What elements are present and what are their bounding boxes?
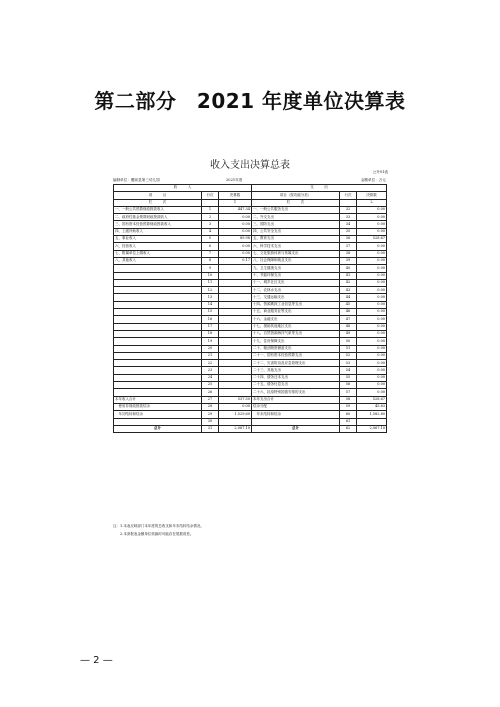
expense-amount-cell: 0.00 [357, 323, 387, 330]
expense-amount-cell: 0.00 [357, 206, 387, 213]
expense-amount-cell [357, 418, 387, 425]
row-number-cell: 38 [340, 250, 357, 257]
expense-amount-cell: 0.00 [357, 301, 387, 308]
table-row [114, 411, 387, 418]
income-amount-cell: 0.00 [219, 250, 252, 257]
table-row [114, 272, 387, 279]
table-meta [113, 178, 386, 183]
row-number-cell: 47 [340, 316, 357, 323]
table-row [114, 257, 387, 264]
expense-item-cell: 十一、城乡社区支出 [252, 279, 340, 286]
row-number-cell: 5 [202, 236, 219, 243]
income-amount-cell [219, 374, 252, 381]
income-amount-cell [219, 367, 252, 374]
blank-cell [202, 199, 219, 206]
income-item-cell [114, 330, 202, 337]
income-amount-cell [219, 338, 252, 345]
row-number-cell: 49 [340, 330, 357, 337]
income-amount-cell [219, 272, 252, 279]
page-title: 第二部分 2021 年度单位决算表 [94, 89, 406, 113]
expense-item-cell: 十六、金融支出 [252, 316, 340, 323]
table-row [114, 250, 387, 257]
form-number: 公开01表 [372, 170, 388, 174]
income-amount-cell: 0.00 [219, 228, 252, 235]
expense-item-cell: 十九、住房保障支出 [252, 338, 340, 345]
table-row [114, 352, 387, 359]
income-item-cell: 使用非财政拨款结余 [114, 403, 202, 410]
row-number-cell: 18 [202, 330, 219, 337]
expense-item-cell: 二、外交支出 [252, 214, 340, 221]
income-amount-cell [219, 382, 252, 389]
expense-amount-cell: 0.00 [357, 228, 387, 235]
expense-item-cell: 九、卫生健康支出 [252, 265, 340, 272]
page-number: — 2 — [80, 655, 113, 666]
income-amount-cell: 0.00 [219, 221, 252, 228]
row-number-cell: 61 [340, 418, 357, 425]
income-amount-cell [219, 316, 252, 323]
row-number-cell: 17 [202, 323, 219, 330]
income-amount-cell: 2,067.10 [219, 425, 252, 432]
expense-amount-cell: 1,582.80 [357, 411, 387, 418]
expense-amount-cell: 0.00 [357, 389, 387, 396]
row-number-cell: 48 [340, 323, 357, 330]
expense-amount-cell: 0.00 [357, 250, 387, 257]
row-number-cell: 13 [202, 294, 219, 301]
row-number-cell: 22 [202, 360, 219, 367]
row-number-cell: 8 [202, 257, 219, 264]
income-amount-cell [219, 287, 252, 294]
expense-item-cell: 一、一般公共服务支出 [252, 206, 340, 213]
row-number-cell: 16 [202, 316, 219, 323]
expense-item-cell: 十四、资源勘探工业信息等支出 [252, 301, 340, 308]
income-item-cell [114, 352, 202, 359]
note-line: 2.本套报表金额单位转换时可能存在尾数误差。 [113, 532, 194, 536]
income-amount-cell [219, 323, 252, 330]
expense-header: 支 出 [252, 185, 387, 192]
table-row [114, 403, 387, 410]
expense-item-cell: 四、公共安全支出 [252, 228, 340, 235]
table-notes [113, 522, 204, 538]
income-expense-table [113, 184, 387, 433]
table-header-row [114, 199, 387, 206]
expense-item-cell: 二十五、债务付息支出 [252, 382, 340, 389]
income-amount-cell [219, 345, 252, 352]
row-number-cell: 50 [340, 338, 357, 345]
expense-amount-cell: 0.00 [357, 279, 387, 286]
income-item-cell: 年初结转和结余 [114, 411, 202, 418]
income-item-cell [114, 316, 202, 323]
expense-amount-cell: 0.00 [357, 309, 387, 316]
income-item-cell: 总计 [114, 425, 202, 432]
row-number-cell: 12 [202, 287, 219, 294]
row-number-cell: 42 [340, 279, 357, 286]
expense-item-cell: 年末结转和结余 [252, 411, 340, 418]
table-row [114, 301, 387, 308]
expense-item-cell: 七、文化旅游体育与传媒支出 [252, 250, 340, 257]
expense-amount-cell: 45.63 [357, 403, 387, 410]
expense-item-cell: 总计 [252, 425, 340, 432]
expense-item-cell: 二十四、债务还本支出 [252, 374, 340, 381]
row-number-cell: 56 [340, 382, 357, 389]
table-row [114, 221, 387, 228]
table-row [114, 389, 387, 396]
expense-amount-cell: 0.00 [357, 257, 387, 264]
amount-header: 决算数 [357, 192, 387, 199]
income-item-cell: 五、事业收入 [114, 236, 202, 243]
row-number-cell: 3 [202, 221, 219, 228]
table-row [114, 287, 387, 294]
income-item-cell: 一、一般公共预算财政拨款收入 [114, 206, 202, 213]
table-row [114, 236, 387, 243]
table-row [114, 294, 387, 301]
income-amount-cell: 0.00 [219, 243, 252, 250]
expense-item-cell [252, 418, 340, 425]
table-row [114, 338, 387, 345]
row-number-cell: 6 [202, 243, 219, 250]
row-number-cell: 60 [340, 411, 357, 418]
row-number-cell: 9 [202, 265, 219, 272]
row-number-cell: 4 [202, 228, 219, 235]
income-item-cell [114, 367, 202, 374]
table-header-row [114, 185, 387, 192]
expense-item-cell: 十五、商业服务业等支出 [252, 309, 340, 316]
expense-amount-cell: 0.00 [357, 330, 387, 337]
expense-item-cell: 十、节能环保支出 [252, 272, 340, 279]
row-number-cell: 11 [202, 279, 219, 286]
income-item-cell: 三、国有资本经营预算财政拨款收入 [114, 221, 202, 228]
row-number-cell: 59 [340, 403, 357, 410]
expense-item-cell: 二十、粮油物资储备支出 [252, 345, 340, 352]
row-number-cell: 52 [340, 352, 357, 359]
table-row [114, 323, 387, 330]
row-number-cell: 62 [340, 425, 357, 432]
expense-item-cell: 二十六、抗疫特别国债安排的支出 [252, 389, 340, 396]
table-row [114, 265, 387, 272]
row-number-cell: 24 [202, 374, 219, 381]
item-header: 项 目 [114, 192, 202, 199]
income-item-cell [114, 418, 202, 425]
income-item-cell [114, 309, 202, 316]
table-row [114, 243, 387, 250]
expense-amount-cell: 0.00 [357, 287, 387, 294]
table-row [114, 345, 387, 352]
income-item-cell [114, 338, 202, 345]
expense-item-cell: 二十三、其他支出 [252, 367, 340, 374]
compiling-unit: 编制单位：醴泉县第三幼儿园 [113, 178, 160, 182]
row-number-cell: 40 [340, 265, 357, 272]
income-item-cell [114, 374, 202, 381]
income-item-cell [114, 323, 202, 330]
table-row [114, 374, 387, 381]
row-number-cell: 20 [202, 345, 219, 352]
income-item-cell: 六、经营收入 [114, 243, 202, 250]
row-number-cell: 14 [202, 301, 219, 308]
row-number-cell: 43 [340, 287, 357, 294]
expense-amount-cell: 0.00 [357, 214, 387, 221]
income-item-cell: 七、附属单位上缴收入 [114, 250, 202, 257]
income-item-cell [114, 360, 202, 367]
table-row [114, 330, 387, 337]
income-amount-cell: 0.17 [219, 257, 252, 264]
row-number-cell: 55 [340, 374, 357, 381]
income-amount-cell: 537.50 [219, 396, 252, 403]
row-number-cell: 54 [340, 367, 357, 374]
expense-amount-cell: 2,067.10 [357, 425, 387, 432]
row-number-cell: 58 [340, 396, 357, 403]
table-row [114, 228, 387, 235]
expense-item-cell: 六、科学技术支出 [252, 243, 340, 250]
income-amount-cell [219, 294, 252, 301]
income-amount-cell: 1,529.60 [219, 411, 252, 418]
income-amount-cell: 0.00 [219, 403, 252, 410]
expense-amount-cell: 0.00 [357, 345, 387, 352]
row-number-cell: 45 [340, 301, 357, 308]
expense-amount-cell: 0.00 [357, 367, 387, 374]
income-item-cell [114, 389, 202, 396]
row-number-cell: 19 [202, 338, 219, 345]
row-number-cell: 33 [340, 214, 357, 221]
row-number-cell: 31 [202, 425, 219, 432]
blank-cell [340, 199, 357, 206]
expense-item-cell: 十三、交通运输支出 [252, 294, 340, 301]
amount-header: 决算数 [219, 192, 252, 199]
row-number-cell: 7 [202, 250, 219, 257]
expense-amount-cell: 0.00 [357, 338, 387, 345]
expense-item-cell: 十七、援助其他地区支出 [252, 323, 340, 330]
income-item-cell [114, 272, 202, 279]
row-number-cell: 29 [202, 411, 219, 418]
table-row [114, 382, 387, 389]
expense-amount-cell: 0.00 [357, 316, 387, 323]
row-number-cell: 27 [202, 396, 219, 403]
column-number: 2 [357, 199, 387, 206]
expense-item-cell: 二十二、灾害防治及应急管理支出 [252, 360, 340, 367]
income-item-cell [114, 287, 202, 294]
row-number-cell: 32 [340, 206, 357, 213]
row-number-cell: 34 [340, 221, 357, 228]
item-func-header: 项目（按功能分类） [252, 192, 340, 199]
table-row [114, 425, 387, 432]
expense-item-cell: 十二、农林水支出 [252, 287, 340, 294]
column-label: 栏 次 [114, 199, 202, 206]
row-number-cell: 23 [202, 367, 219, 374]
table-row [114, 206, 387, 213]
income-item-cell [114, 265, 202, 272]
income-amount-cell [219, 265, 252, 272]
income-item-cell: 二、政府性基金预算财政拨款收入 [114, 214, 202, 221]
row-number-cell: 44 [340, 294, 357, 301]
fiscal-year: 2021年度 [226, 178, 243, 182]
income-item-cell [114, 301, 202, 308]
income-item-cell [114, 279, 202, 286]
row-number-cell: 21 [202, 352, 219, 359]
row-number-cell: 46 [340, 309, 357, 316]
income-item-cell [114, 294, 202, 301]
expense-item-cell: 本年支出合计 [252, 396, 340, 403]
expense-item-cell: 十八、自然资源海洋气象等支出 [252, 330, 340, 337]
table-row [114, 316, 387, 323]
currency-unit: 金额单位：万元 [360, 178, 386, 182]
row-number-cell: 51 [340, 345, 357, 352]
income-amount-cell [219, 279, 252, 286]
income-amount-cell: 0.00 [219, 214, 252, 221]
table-row [114, 396, 387, 403]
income-item-cell [114, 382, 202, 389]
row-number-cell: 2 [202, 214, 219, 221]
income-item-cell: 八、其他收入 [114, 257, 202, 264]
column-label: 栏 次 [252, 199, 340, 206]
income-item-cell [114, 345, 202, 352]
expense-amount-cell: 528.67 [357, 236, 387, 243]
income-amount-cell [219, 309, 252, 316]
row-number-cell: 10 [202, 272, 219, 279]
row-number-cell: 35 [340, 228, 357, 235]
expense-amount-cell: 0.00 [357, 243, 387, 250]
note-line: 注：1.本表反映部门本年度的总收支和年末结转结余情况。 [113, 524, 204, 528]
expense-amount-cell: 0.00 [357, 221, 387, 228]
income-item-cell: 四、上级补助收入 [114, 228, 202, 235]
income-amount-cell: 447.34 [219, 206, 252, 213]
income-amount-cell [219, 352, 252, 359]
table-row [114, 360, 387, 367]
table-row [114, 214, 387, 221]
row-number-cell: 25 [202, 382, 219, 389]
income-amount-cell [219, 301, 252, 308]
expense-amount-cell: 0.00 [357, 374, 387, 381]
income-amount-cell [219, 360, 252, 367]
income-amount-cell [219, 418, 252, 425]
expense-amount-cell: 528.67 [357, 396, 387, 403]
expense-item-cell: 二十一、国有资本经营预算支出 [252, 352, 340, 359]
row-number-cell: 30 [202, 418, 219, 425]
expense-amount-cell: 0.00 [357, 360, 387, 367]
expense-amount-cell: 0.00 [357, 352, 387, 359]
expense-item-cell: 五、教育支出 [252, 236, 340, 243]
income-amount-cell [219, 330, 252, 337]
row-number-cell: 36 [340, 236, 357, 243]
income-amount-cell [219, 389, 252, 396]
expense-amount-cell: 0.00 [357, 294, 387, 301]
expense-amount-cell: 0.00 [357, 382, 387, 389]
row-no-header: 行次 [202, 192, 219, 199]
income-header: 收 入 [114, 185, 252, 192]
row-number-cell: 39 [340, 257, 357, 264]
table-row [114, 418, 387, 425]
income-item-cell: 本年收入合计 [114, 396, 202, 403]
table-row [114, 367, 387, 374]
row-number-cell: 37 [340, 243, 357, 250]
income-amount-cell: 89.98 [219, 236, 252, 243]
table-row [114, 309, 387, 316]
row-number-cell: 1 [202, 206, 219, 213]
expense-amount-cell: 0.00 [357, 272, 387, 279]
row-number-cell: 41 [340, 272, 357, 279]
row-number-cell: 57 [340, 389, 357, 396]
row-number-cell: 53 [340, 360, 357, 367]
row-no-header: 行次 [340, 192, 357, 199]
row-number-cell: 28 [202, 403, 219, 410]
expense-item-cell: 八、社会保障和就业支出 [252, 257, 340, 264]
column-number: 1 [219, 199, 252, 206]
expense-amount-cell: 0.00 [357, 265, 387, 272]
table-header-row [114, 192, 387, 199]
row-number-cell: 26 [202, 389, 219, 396]
table-title: 收入支出决算总表 [210, 160, 290, 171]
expense-item-cell: 结余分配 [252, 403, 340, 410]
table-row [114, 279, 387, 286]
expense-item-cell: 三、国防支出 [252, 221, 340, 228]
row-number-cell: 15 [202, 309, 219, 316]
